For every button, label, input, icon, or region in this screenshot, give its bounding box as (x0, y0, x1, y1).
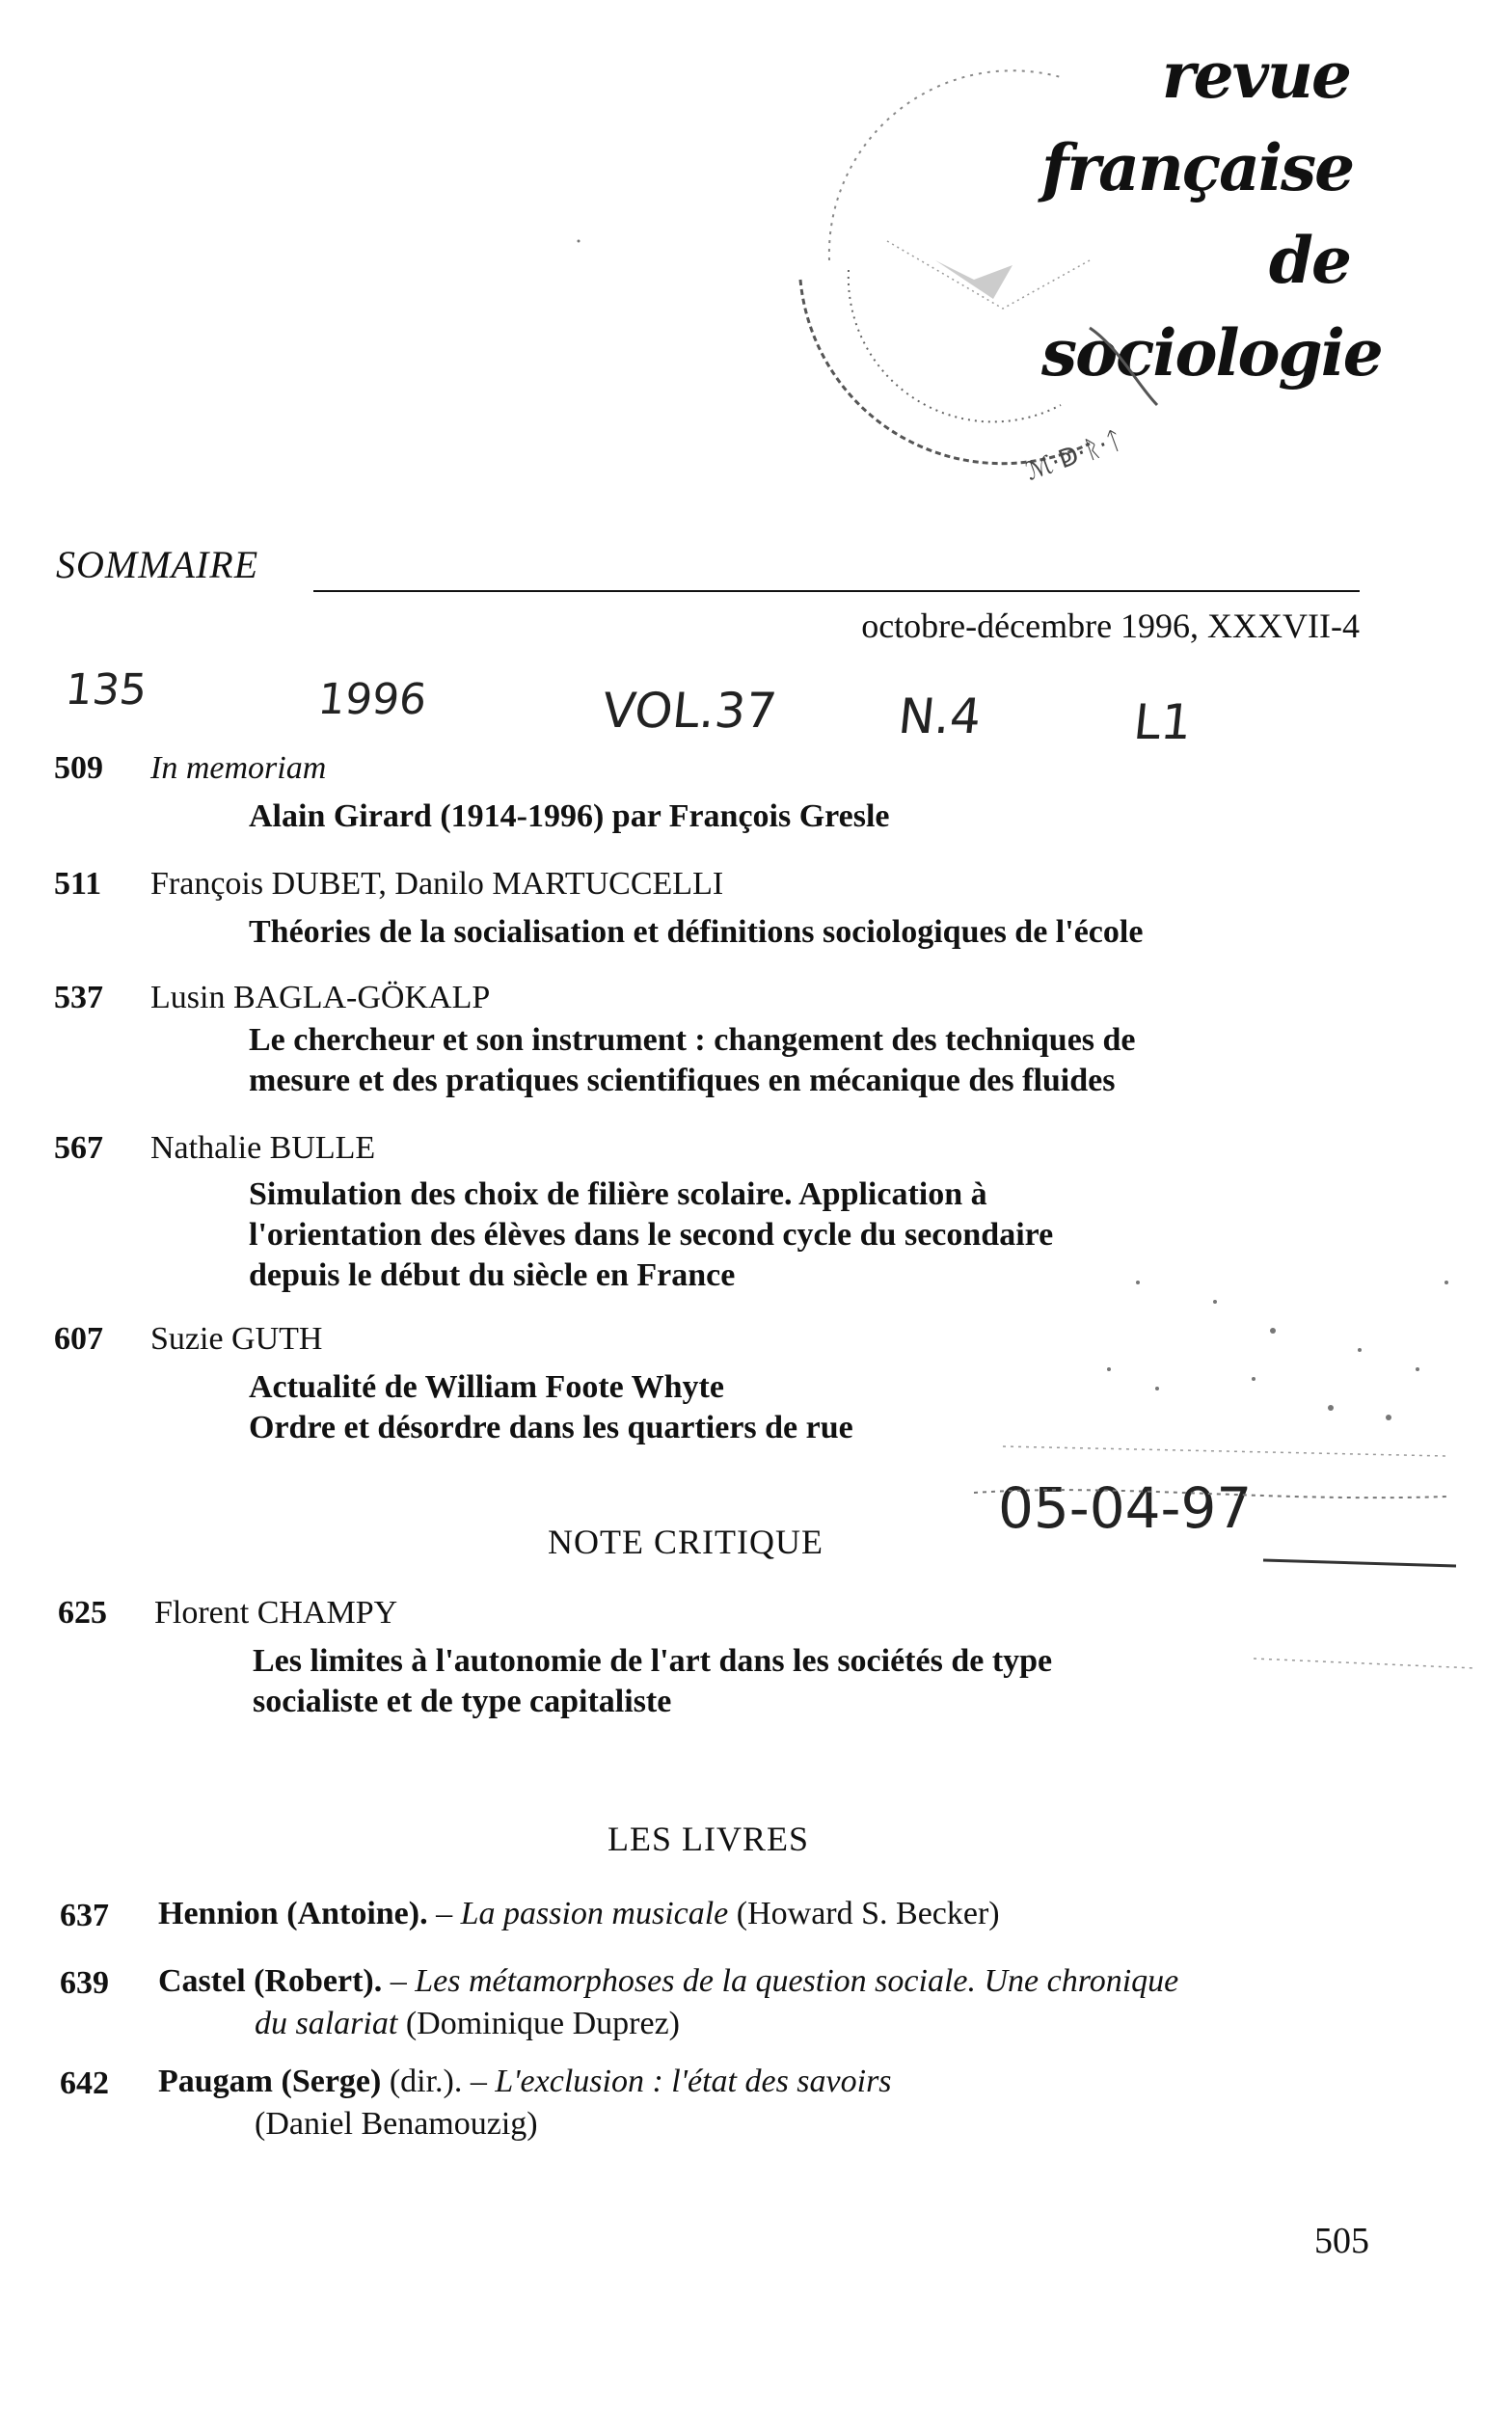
handwritten-shelf-mark: L1 (1130, 694, 1195, 750)
entry-author: Nathalie BULLE (150, 1130, 376, 1166)
issue-date: octobre-décembre 1996, XXXVII-4 (861, 607, 1360, 645)
entry-title-line: mesure et des pratiques scientifiques en mécanique des fluides (249, 1063, 1116, 1098)
entry-page-number: 567 (54, 1130, 103, 1166)
entry-author: In memoriam (150, 750, 327, 786)
entry-page-number: 511 (54, 866, 102, 902)
entry-title-line: depuis le début du siècle en France (249, 1257, 736, 1293)
book-page-number: 642 (60, 2065, 109, 2101)
entry-page-number: 625 (58, 1595, 107, 1631)
section-heading-les-livres: LES LIVRES (608, 1820, 810, 1858)
book-page-number: 639 (60, 1965, 109, 2001)
entry-page-number: 607 (54, 1321, 103, 1357)
entry-page-number: 509 (54, 750, 103, 786)
book-page-number: 637 (60, 1898, 109, 1933)
book-dash: – (427, 1896, 461, 1931)
handwritten-volume: VOL.37 (599, 683, 780, 739)
handwritten-year: 1996 (315, 675, 429, 724)
book-dash: – (382, 1963, 416, 1999)
book-author: Paugam (Serge) (158, 2064, 382, 2099)
entry-author: Lusin BAGLA-GÖKALP (150, 980, 491, 1015)
masthead-line-4: sociologie (1041, 315, 1382, 391)
handwritten-issue-number: N.4 (895, 688, 985, 744)
entry-author: François DUBET, Danilo MARTUCCELLI (150, 866, 724, 902)
entry-title-line: Simulation des choix de filière scolaire. Application à (249, 1176, 987, 1212)
entry-title-line: l'orientation des élèves dans le second cycle du secondaire (249, 1217, 1054, 1253)
book-author: Castel (Robert). (158, 1963, 383, 1999)
stamp-text: ℳ·ↁ·ᚱ·ᛏ (1022, 425, 1126, 487)
book-title: Les métamorphoses de la question sociale. Une chronique (415, 1963, 1179, 1999)
handwritten-date-stamp: 05-04-97 (998, 1475, 1253, 1541)
entry-title-line: Les limites à l'autonomie de l'art dans les sociétés de type (253, 1643, 1053, 1679)
masthead-line-3: de (1268, 223, 1350, 298)
entry-author: Florent CHAMPY (154, 1595, 398, 1631)
entry-page-number: 537 (54, 980, 103, 1015)
book-dash: – (462, 2064, 496, 2099)
book-reviewer: (Dominique Duprez) (397, 2006, 680, 2041)
book-title: L'exclusion : l'état des savoirs (495, 2064, 892, 2099)
book-dir: (dir.). (381, 2064, 463, 2099)
section-heading-note-critique: NOTE CRITIQUE (548, 1523, 824, 1561)
handwritten-number: 135 (63, 665, 149, 715)
entry-title-line: Ordre et désordre dans les quartiers de rue (249, 1410, 853, 1445)
entry-title-line: socialiste et de type capitaliste (253, 1684, 672, 1719)
entry-author: Suzie GUTH (150, 1321, 323, 1357)
book-author: Hennion (Antoine). (158, 1896, 428, 1931)
masthead-line-1: revue (1161, 38, 1350, 113)
masthead-line-2: française (1041, 130, 1354, 205)
book-title-continued: du salariat (255, 2006, 398, 2041)
page-number: 505 (1314, 2221, 1369, 2261)
entry-title-line: Actualité de William Foote Whyte (249, 1369, 724, 1405)
entry-title-line: Alain Girard (1914-1996) par François Gresle (249, 798, 890, 834)
book-reviewer: (Daniel Benamouzig) (255, 2106, 538, 2142)
book-title: La passion musicale (460, 1896, 729, 1931)
sommaire-heading: SOMMAIRE (56, 543, 259, 586)
book-reviewer: (Howard S. Becker) (728, 1896, 1000, 1931)
entry-title-line: Le chercheur et son instrument : changement des techniques de (249, 1022, 1136, 1058)
entry-title-line: Théories de la socialisation et définitions sociologiques de l'école (249, 914, 1144, 950)
